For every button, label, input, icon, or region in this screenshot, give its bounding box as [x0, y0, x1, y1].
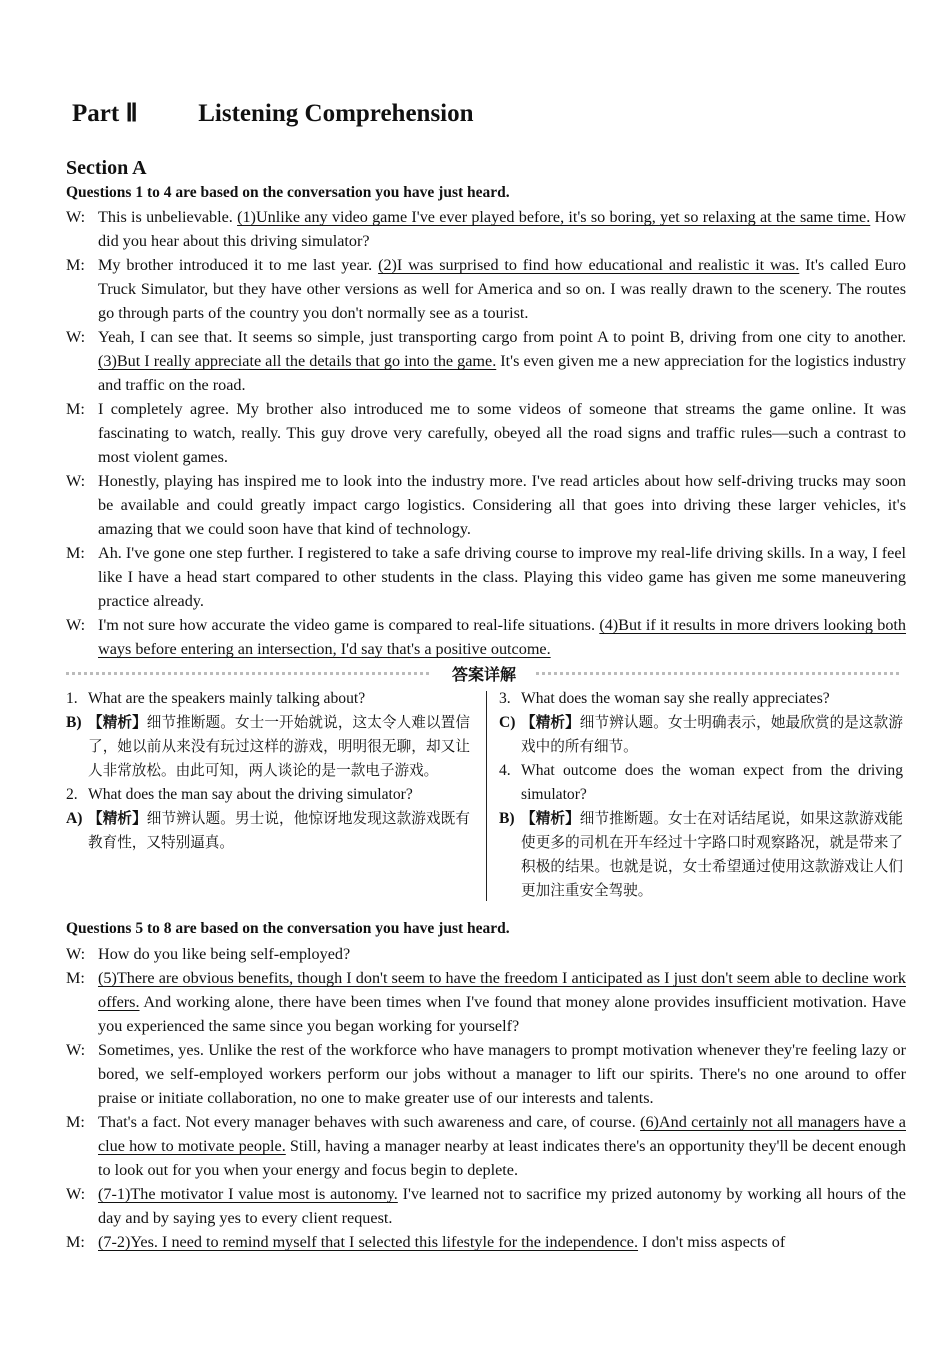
speaker-label: W: [66, 945, 86, 963]
underlined-answer-text: (5)There are obvious benefits, though I don't seem to have the freedom I anticipated as I just don't seem able to decline work offers. [98, 969, 906, 1011]
question-number: 3. [499, 690, 511, 707]
speaker-label: M: [66, 544, 85, 562]
answer-letter: B) [499, 810, 515, 827]
question-item [66, 687, 470, 711]
section-title: Section A [66, 157, 147, 179]
dialogue-text: Ah. I've gone one step further. I registered to take a safe driving course to improve my real-life driving skills. In a way, I feel like I have a head start compared to other students in the class. Playing this video game has given me some maneuvering practice already. [98, 544, 906, 610]
explanation-text: 细节辨认题。男士说，他惊讶地发现这款游戏既有教育性，又特别逼真。 [88, 810, 470, 851]
dialogue-text: It's called Euro Truck Simulator, but they have other versions as well for America and so on. I was really drawn to the scenery. The routes go through parts of the country you don't normally see as a tourist. [98, 256, 906, 322]
conversation-2-heading: Questions 5 to 8 are based on the conversation you have just heard. [66, 920, 510, 937]
speaker-label: W: [66, 472, 86, 490]
dialogue-line [66, 397, 906, 469]
question-item [499, 759, 903, 807]
speaker-label: M: [66, 1113, 85, 1131]
underlined-answer-text: (6)And certainly not all managers have a clue how to motivate people. [98, 1113, 906, 1155]
question-number: 4. [499, 762, 511, 779]
analysis-tag: 【精析】 [521, 714, 580, 731]
analysis-tag: 【精析】 [88, 810, 147, 827]
dialogue-line [66, 205, 906, 253]
question-text: What outcome does the woman expect from the driving simulator? [521, 762, 903, 803]
dialogue-text: How did you hear about this driving simulator? [98, 208, 907, 250]
part-label: Part Ⅱ [72, 100, 138, 127]
dialogue-line [66, 1230, 906, 1254]
dialogue-line [66, 1110, 906, 1182]
part-title [66, 98, 474, 128]
speaker-label: M: [66, 969, 85, 987]
answer-explanation [66, 711, 470, 783]
question-text: What does the man say about the driving simulator? [88, 786, 413, 803]
dialogue-text: I've learned not to sacrifice my prized autonomy by working all hours of the day and by saying yes to every client request. [98, 1185, 906, 1227]
dialogue-text: How do you like being self-employed? [98, 945, 351, 963]
answer-letter: C) [499, 714, 516, 731]
answer-divider [66, 662, 902, 684]
speaker-label: W: [66, 208, 86, 226]
underlined-answer-text: (2)I was surprised to find how educational and realistic it was. [378, 256, 800, 274]
column-divider [486, 691, 487, 901]
dialogue-text: Sometimes, yes. Unlike the rest of the workforce who have managers to prompt motivation whenever they're feeling lazy or bored, we self-employed workers perform our jobs without a manager to lift our spirits. There's no one around to offer praise or initiate collaboration, no one to make greater use of our interests and talents. [98, 1041, 906, 1107]
conversation-1 [66, 205, 906, 661]
speaker-label: M: [66, 1233, 85, 1251]
answer-letter: B) [66, 714, 82, 731]
speaker-label: W: [66, 328, 86, 346]
answer-explanation [499, 807, 903, 903]
question-text: What does the woman say she really appreciates? [521, 690, 830, 707]
dialogue-line [66, 325, 906, 397]
dialogue-line [66, 253, 906, 325]
divider-bar-right [536, 672, 902, 675]
conversation-1-heading: Questions 1 to 4 are based on the conversation you have just heard. [66, 184, 510, 201]
dialogue-text: Yeah, I can see that. It seems so simple, just transporting cargo from point A to point B, driving from one city to another. [98, 328, 906, 346]
answer-explanation [499, 711, 903, 759]
dialogue-text: Honestly, playing has inspired me to look into the industry more. I've read articles about how self-driving trucks may soon be available and could greatly impact cargo logistics. Considering all that goes into driving these larger vehicles, it's amazing that we could soon have that kind of technology. [98, 472, 906, 538]
answer-explanation [66, 807, 470, 855]
dialogue-text: My brother introduced it to me last year. [98, 256, 379, 274]
dialogue-line [66, 469, 906, 541]
speaker-label: W: [66, 616, 86, 634]
speaker-label: W: [66, 1185, 86, 1203]
dialogue-text: This is unbelievable. [98, 208, 238, 226]
conversation-2 [66, 942, 906, 1254]
divider-bar-left [66, 672, 432, 675]
dialogue-line [66, 1182, 906, 1230]
dialogue-text: I completely agree. My brother also introduced me to some videos of someone that streams the game online. It was fascinating to watch, really. This guy drove very carefully, obeyed all the road signs and traffic rules—such a contrast to most violent games. [98, 400, 906, 466]
explanation-text: 细节推断题。女士一开始就说，这太令人难以置信了，她以前从来没有玩过这样的游戏，明明很无聊，却又让人非常放松。由此可知，两人谈论的是一款电子游戏。 [88, 714, 470, 779]
analysis-tag: 【精析】 [88, 714, 147, 731]
part-heading: Listening Comprehension [198, 100, 474, 127]
dialogue-line [66, 942, 906, 966]
explanation-text: 细节推断题。女士在对话结尾说，如果这款游戏能使更多的司机在开车经过十字路口时观察路况，就是带来了积极的结果。也就是说，女士希望通过使用这款游戏让人们更加注重安全驾驶。 [521, 810, 903, 899]
dialogue-text: I'm not sure how accurate the video game is compared to real-life situations. [98, 616, 600, 634]
underlined-answer-text: (7-1)The motivator I value most is autonomy. [98, 1185, 398, 1203]
answers-right-column [499, 687, 903, 903]
underlined-answer-text: (7-2)Yes. I need to remind myself that I selected this lifestyle for the independence. [98, 1233, 639, 1251]
underlined-answer-text: (3)But I really appreciate all the details that go into the game. [98, 352, 497, 370]
answer-columns [66, 687, 906, 907]
dialogue-line [66, 541, 906, 613]
analysis-tag: 【精析】 [521, 810, 580, 827]
speaker-label: M: [66, 256, 85, 274]
question-text: What are the speakers mainly talking about? [88, 690, 366, 707]
speaker-label: M: [66, 400, 85, 418]
underlined-answer-text: (4)But if it results in more drivers looking both ways before entering an intersection, I'd say that's a positive outcome. [98, 616, 907, 658]
answers-left-column [66, 687, 470, 855]
question-item [499, 687, 903, 711]
dialogue-text: I don't miss aspects of [638, 1233, 786, 1251]
dialogue-text: And working alone, there have been times when I've found that money alone provides insufficient motivation. Have you experienced the same since you began working for yourself? [98, 993, 906, 1035]
explanation-text: 细节辨认题。女士明确表示，她最欣赏的是这款游戏中的所有细节。 [521, 714, 903, 755]
question-item [66, 783, 470, 807]
underlined-answer-text: (1)Unlike any video game I've ever played before, it's so boring, yet so relaxing at the same time. [237, 208, 871, 226]
dialogue-text: Still, having a manager nearby at least indicates there's an opportunity they'll be decent enough to look out for you when your energy and focus begin to deplete. [98, 1137, 907, 1179]
answer-section-title: 答案详解 [451, 665, 516, 684]
dialogue-line [66, 966, 906, 1038]
question-number: 1. [66, 690, 78, 707]
speaker-label: W: [66, 1041, 86, 1059]
question-number: 2. [66, 786, 78, 803]
dialogue-line [66, 613, 906, 661]
dialogue-line [66, 1038, 906, 1110]
dialogue-text: That's a fact. Not every manager behaves with such awareness and care, of course. [98, 1113, 641, 1131]
answer-letter: A) [66, 810, 83, 827]
dialogue-text: It's even given me a new appreciation for the logistics industry and traffic on the road. [98, 352, 906, 394]
